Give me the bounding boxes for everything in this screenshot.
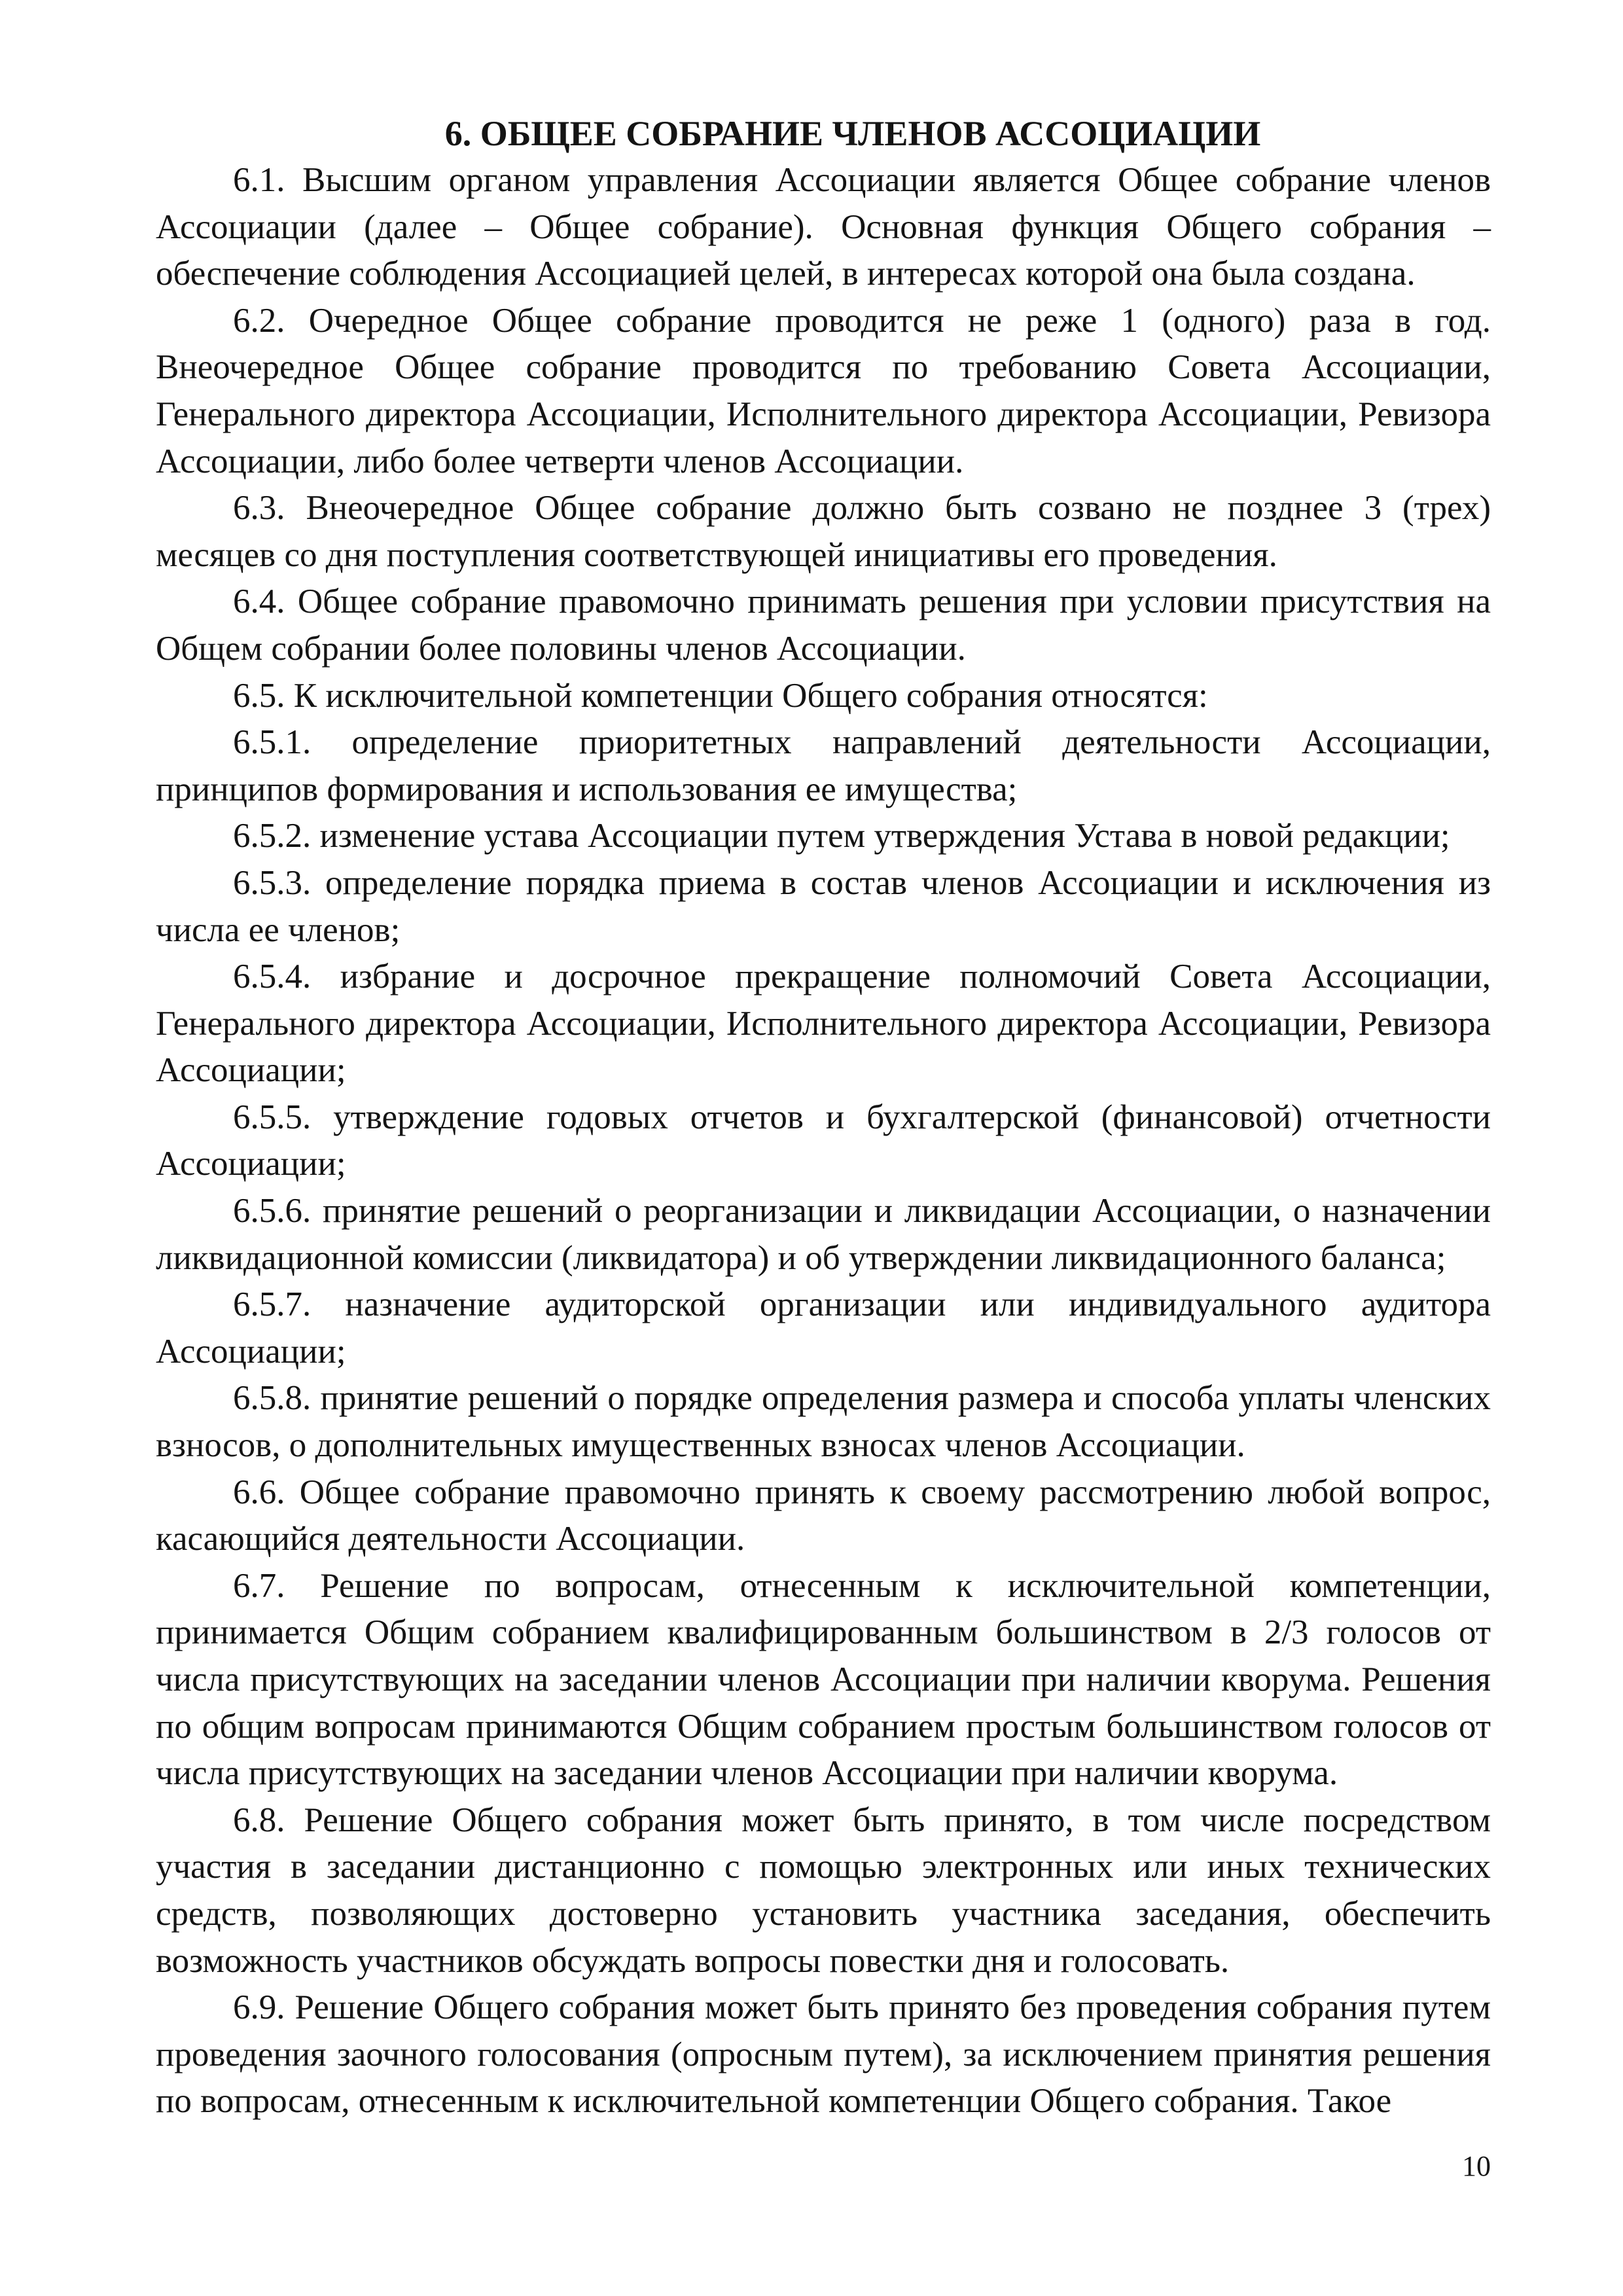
paragraph-6-8: 6.8. Решение Общего собрания может быть принято, в том числе посредством участия в заседании дистанционно с помощью электронных или иных технических средств, позволяющих достоверно установить участника заседания, обеспечить возможность участников обсуждать вопросы повестки дня и голосовать. [156, 1801, 1491, 1980]
paragraph-6-5-8: 6.5.8. принятие решений о порядке определения размера и способа уплаты членских взносов, о дополнительных имущественных взносах членов Ассоциации. [156, 1379, 1491, 1465]
paragraph-6-5-2: 6.5.2. изменение устава Ассоциации путем утверждения Устава в новой редакции; [233, 817, 1450, 855]
paragraph-6-1: 6.1. Высшим органом управления Ассоциации является Общее собрание членов Ассоциации (далее – Общее собрание). Основная функция Общего собрания – обеспечение соблюдения Ассоциацией целей, в интересах которой она была создана. [156, 161, 1491, 293]
paragraph-6-5-3: 6.5.3. определение порядка приема в состав членов Ассоциации и исключения из числа ее членов; [156, 863, 1491, 949]
paragraph-6-4: 6.4. Общее собрание правомочно принимать решения при условии присутствия на Общем собрании более половины членов Ассоциации. [156, 583, 1491, 668]
document-body [156, 110, 1491, 2125]
paragraph-6-3: 6.3. Внеочередное Общее собрание должно быть созвано не позднее 3 (трех) месяцев со дня поступления соответствующей инициативы его проведения. [156, 489, 1491, 574]
paragraph-6-5-5: 6.5.5. утверждение годовых отчетов и бухгалтерской (финансовой) отчетности Ассоциации; [156, 1098, 1491, 1183]
paragraph-6-5: 6.5. К исключительной компетенции Общего собрания относятся: [233, 676, 1208, 715]
page-number: 10 [1462, 2150, 1491, 2182]
paragraph-6-5-6: 6.5.6. принятие решений о реорганизации и ликвидации Ассоциации, о назначении ликвидационной комиссии (ликвидатора) и об утверждении ликвидационного баланса; [156, 1192, 1491, 1277]
paragraph-6-9: 6.9. Решение Общего собрания может быть принято без проведения собрания путем проведения заочного голосования (опросным путем), за исключением принятия решения по вопросам, отнесенным к исключительной компетенции Общего собрания. Такое [156, 1988, 1491, 2121]
paragraph-6-5-4: 6.5.4. избрание и досрочное прекращение полномочий Совета Ассоциации, Генерального директора Ассоциации, Исполнительного директора Ассоциации, Ревизора Ассоциации; [156, 958, 1491, 1090]
section-title: 6. ОБЩЕЕ СОБРАНИЕ ЧЛЕНОВ АССОЦИАЦИИ [444, 114, 1261, 153]
paragraph-6-5-1: 6.5.1. определение приоритетных направлений деятельности Ассоциации, принципов формирования и использования ее имущества; [156, 723, 1491, 808]
paragraph-6-5-7: 6.5.7. назначение аудиторской организации или индивидуального аудитора Ассоциации; [156, 1285, 1491, 1371]
paragraph-6-6: 6.6. Общее собрание правомочно принять к своему рассмотрению любой вопрос, касающийся деятельности Ассоциации. [156, 1473, 1491, 1558]
paragraph-6-7: 6.7. Решение по вопросам, отнесенным к исключительной компетенции, принимается Общим собранием квалифицированным большинством в 2/3 голосов от числа присутствующих на заседании членов Ассоциации при наличии кворума. Решения по общим вопросам принимаются Общим собранием простым большинством голосов от числа присутствующих на заседании членов Ассоциации при наличии кворума. [156, 1566, 1491, 1793]
paragraph-6-2: 6.2. Очередное Общее собрание проводится не реже 1 (одного) раза в год. Внеочередное Общее собрание проводится по требованию Совета Ассоциации, Генерального директора Ассоциации, Исполнительного директора Ассоциации, Ревизора Ассоциации, либо более четверти членов Ассоциации. [156, 301, 1491, 480]
